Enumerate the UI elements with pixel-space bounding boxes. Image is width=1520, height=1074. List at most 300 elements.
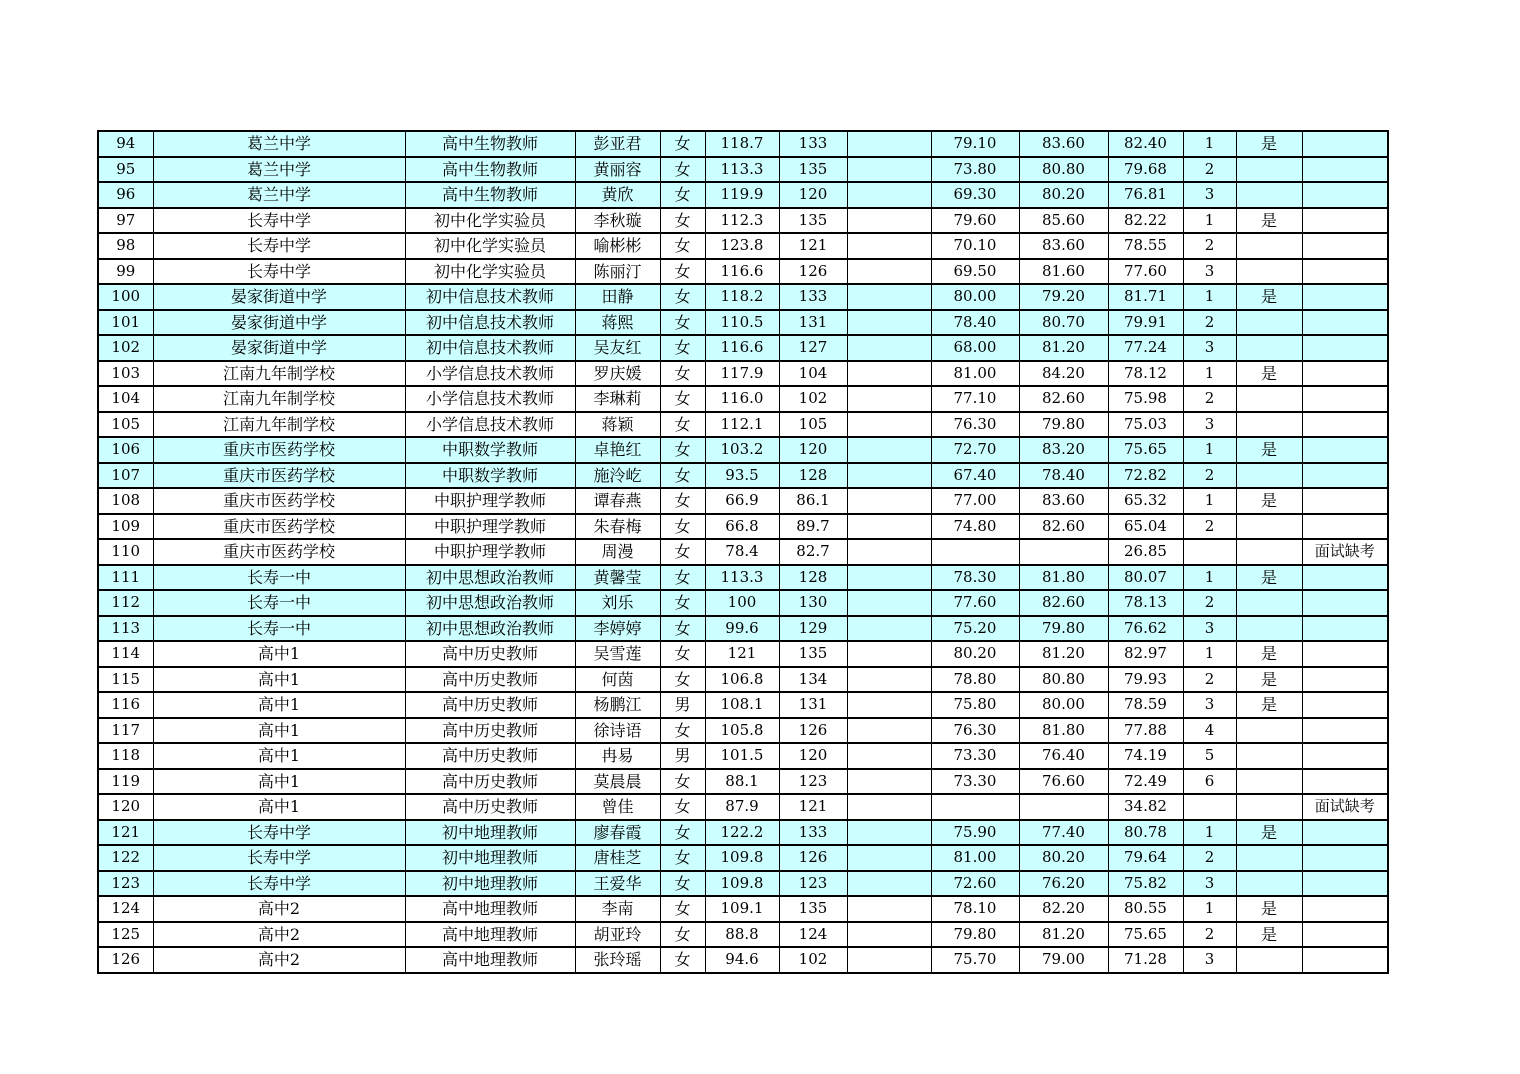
selected-cell: 是 [1236, 565, 1302, 591]
blank-cell [847, 922, 931, 948]
table-row [98, 769, 1388, 795]
written-score-cell: 93.5 [705, 463, 779, 489]
school-cell: 葛兰中学 [153, 131, 405, 157]
note-cell [1302, 641, 1388, 667]
position-cell: 初中思想政治教师 [405, 590, 575, 616]
test-score-cell: 121 [779, 794, 847, 820]
test-score-cell: 120 [779, 437, 847, 463]
interview-score-1-cell: 76.30 [931, 718, 1019, 744]
interview-score-1-cell: 72.70 [931, 437, 1019, 463]
name-cell: 彭亚君 [575, 131, 660, 157]
school-cell: 重庆市医药学校 [153, 463, 405, 489]
total-score-cell: 79.68 [1108, 157, 1183, 183]
blank-cell [847, 463, 931, 489]
note-cell [1302, 335, 1388, 361]
interview-score-2-cell: 80.20 [1019, 845, 1108, 871]
interview-score-1-cell: 78.80 [931, 667, 1019, 693]
total-score-cell: 82.97 [1108, 641, 1183, 667]
name-cell: 杨鹏江 [575, 692, 660, 718]
written-score-cell: 122.2 [705, 820, 779, 846]
school-cell: 长寿一中 [153, 565, 405, 591]
written-score-cell: 116.6 [705, 259, 779, 285]
selected-cell: 是 [1236, 667, 1302, 693]
test-score-cell: 120 [779, 182, 847, 208]
blank-cell [847, 590, 931, 616]
written-score-cell: 119.9 [705, 182, 779, 208]
row-number-cell: 105 [98, 412, 153, 438]
selected-cell [1236, 718, 1302, 744]
note-cell [1302, 667, 1388, 693]
test-score-cell: 130 [779, 590, 847, 616]
name-cell: 王爱华 [575, 871, 660, 897]
table-row [98, 539, 1388, 565]
row-number-cell: 108 [98, 488, 153, 514]
school-cell: 高中1 [153, 692, 405, 718]
test-score-cell: 120 [779, 743, 847, 769]
rank-cell: 3 [1183, 412, 1236, 438]
sex-cell: 女 [660, 896, 705, 922]
school-cell: 高中1 [153, 641, 405, 667]
row-number-cell: 114 [98, 641, 153, 667]
table-row [98, 131, 1388, 157]
blank-cell [847, 871, 931, 897]
selected-cell [1236, 259, 1302, 285]
sex-cell: 女 [660, 769, 705, 795]
school-cell: 长寿中学 [153, 208, 405, 234]
school-cell: 高中1 [153, 718, 405, 744]
written-score-cell: 112.1 [705, 412, 779, 438]
rank-cell: 1 [1183, 565, 1236, 591]
school-cell: 江南九年制学校 [153, 361, 405, 387]
written-score-cell: 116.0 [705, 386, 779, 412]
name-cell: 吴雪莲 [575, 641, 660, 667]
name-cell: 莫晨晨 [575, 769, 660, 795]
written-score-cell: 113.3 [705, 157, 779, 183]
row-number-cell: 121 [98, 820, 153, 846]
position-cell: 中职护理学教师 [405, 539, 575, 565]
note-cell [1302, 361, 1388, 387]
note-cell: 面试缺考 [1302, 794, 1388, 820]
interview-score-2-cell: 81.20 [1019, 922, 1108, 948]
row-number-cell: 102 [98, 335, 153, 361]
school-cell: 晏家街道中学 [153, 310, 405, 336]
row-number-cell: 94 [98, 131, 153, 157]
total-score-cell: 80.55 [1108, 896, 1183, 922]
school-cell: 长寿一中 [153, 616, 405, 642]
rank-cell: 2 [1183, 667, 1236, 693]
selected-cell [1236, 182, 1302, 208]
interview-score-1-cell [931, 539, 1019, 565]
total-score-cell: 72.82 [1108, 463, 1183, 489]
test-score-cell: 105 [779, 412, 847, 438]
total-score-cell: 78.59 [1108, 692, 1183, 718]
selected-cell [1236, 794, 1302, 820]
test-score-cell: 123 [779, 871, 847, 897]
written-score-cell: 94.6 [705, 947, 779, 973]
written-score-cell: 110.5 [705, 310, 779, 336]
name-cell: 蒋熙 [575, 310, 660, 336]
row-number-cell: 119 [98, 769, 153, 795]
interview-score-2-cell: 83.20 [1019, 437, 1108, 463]
interview-score-1-cell: 72.60 [931, 871, 1019, 897]
interview-score-1-cell [931, 794, 1019, 820]
selected-cell [1236, 769, 1302, 795]
rank-cell: 6 [1183, 769, 1236, 795]
row-number-cell: 104 [98, 386, 153, 412]
interview-score-2-cell [1019, 794, 1108, 820]
school-cell: 长寿中学 [153, 233, 405, 259]
test-score-cell: 129 [779, 616, 847, 642]
position-cell: 高中生物教师 [405, 131, 575, 157]
total-score-cell: 76.81 [1108, 182, 1183, 208]
interview-score-2-cell: 77.40 [1019, 820, 1108, 846]
rank-cell: 2 [1183, 514, 1236, 540]
rank-cell: 3 [1183, 947, 1236, 973]
interview-score-1-cell: 81.00 [931, 845, 1019, 871]
interview-score-2-cell: 80.70 [1019, 310, 1108, 336]
selected-cell [1236, 871, 1302, 897]
written-score-cell: 66.9 [705, 488, 779, 514]
school-cell: 长寿中学 [153, 820, 405, 846]
total-score-cell: 75.65 [1108, 437, 1183, 463]
position-cell: 初中化学实验员 [405, 233, 575, 259]
test-score-cell: 131 [779, 310, 847, 336]
rank-cell: 4 [1183, 718, 1236, 744]
interview-score-1-cell: 73.30 [931, 743, 1019, 769]
rank-cell: 2 [1183, 157, 1236, 183]
interview-score-2-cell: 83.60 [1019, 488, 1108, 514]
blank-cell [847, 718, 931, 744]
written-score-cell: 116.6 [705, 335, 779, 361]
total-score-cell: 79.64 [1108, 845, 1183, 871]
blank-cell [847, 310, 931, 336]
selected-cell [1236, 157, 1302, 183]
name-cell: 谭春燕 [575, 488, 660, 514]
sex-cell: 女 [660, 616, 705, 642]
table-row [98, 386, 1388, 412]
note-cell [1302, 820, 1388, 846]
selected-cell: 是 [1236, 488, 1302, 514]
name-cell: 施泠屹 [575, 463, 660, 489]
table-row [98, 794, 1388, 820]
school-cell: 晏家街道中学 [153, 284, 405, 310]
interview-score-2-cell: 82.60 [1019, 386, 1108, 412]
sex-cell: 女 [660, 845, 705, 871]
interview-score-2-cell: 81.60 [1019, 259, 1108, 285]
interview-score-1-cell: 68.00 [931, 335, 1019, 361]
total-score-cell: 75.65 [1108, 922, 1183, 948]
test-score-cell: 133 [779, 284, 847, 310]
table-row [98, 692, 1388, 718]
written-score-cell: 109.8 [705, 871, 779, 897]
test-score-cell: 133 [779, 131, 847, 157]
table-row [98, 310, 1388, 336]
position-cell: 高中地理教师 [405, 896, 575, 922]
blank-cell [847, 208, 931, 234]
total-score-cell: 26.85 [1108, 539, 1183, 565]
test-score-cell: 104 [779, 361, 847, 387]
position-cell: 高中历史教师 [405, 641, 575, 667]
school-cell: 重庆市医药学校 [153, 488, 405, 514]
selected-cell: 是 [1236, 361, 1302, 387]
selected-cell: 是 [1236, 437, 1302, 463]
selected-cell: 是 [1236, 131, 1302, 157]
school-cell: 长寿中学 [153, 259, 405, 285]
total-score-cell: 76.62 [1108, 616, 1183, 642]
rank-cell [1183, 539, 1236, 565]
name-cell: 唐桂芝 [575, 845, 660, 871]
interview-score-1-cell: 77.10 [931, 386, 1019, 412]
sex-cell: 女 [660, 667, 705, 693]
selected-cell [1236, 616, 1302, 642]
name-cell: 李婷婷 [575, 616, 660, 642]
interview-score-1-cell: 73.80 [931, 157, 1019, 183]
written-score-cell: 108.1 [705, 692, 779, 718]
interview-score-1-cell: 78.40 [931, 310, 1019, 336]
note-cell [1302, 922, 1388, 948]
note-cell: 面试缺考 [1302, 539, 1388, 565]
name-cell: 黄欣 [575, 182, 660, 208]
blank-cell [847, 233, 931, 259]
written-score-cell: 123.8 [705, 233, 779, 259]
interview-score-1-cell: 79.80 [931, 922, 1019, 948]
name-cell: 李琳莉 [575, 386, 660, 412]
interview-score-1-cell: 73.30 [931, 769, 1019, 795]
position-cell: 高中历史教师 [405, 718, 575, 744]
note-cell [1302, 769, 1388, 795]
interview-score-1-cell: 76.30 [931, 412, 1019, 438]
test-score-cell: 128 [779, 565, 847, 591]
school-cell: 高中1 [153, 769, 405, 795]
selected-cell [1236, 590, 1302, 616]
name-cell: 周漫 [575, 539, 660, 565]
total-score-cell: 75.82 [1108, 871, 1183, 897]
table-row [98, 182, 1388, 208]
row-number-cell: 109 [98, 514, 153, 540]
note-cell [1302, 514, 1388, 540]
position-cell: 高中历史教师 [405, 743, 575, 769]
sex-cell: 女 [660, 310, 705, 336]
name-cell: 曾佳 [575, 794, 660, 820]
name-cell: 黄馨莹 [575, 565, 660, 591]
written-score-cell: 109.8 [705, 845, 779, 871]
selected-cell [1236, 386, 1302, 412]
name-cell: 张玲瑶 [575, 947, 660, 973]
row-number-cell: 101 [98, 310, 153, 336]
rank-cell: 2 [1183, 233, 1236, 259]
position-cell: 初中信息技术教师 [405, 310, 575, 336]
sex-cell: 女 [660, 947, 705, 973]
name-cell: 何茵 [575, 667, 660, 693]
interview-score-2-cell: 79.00 [1019, 947, 1108, 973]
name-cell: 胡亚玲 [575, 922, 660, 948]
total-score-cell: 65.04 [1108, 514, 1183, 540]
name-cell: 黄丽容 [575, 157, 660, 183]
name-cell: 李南 [575, 896, 660, 922]
blank-cell [847, 667, 931, 693]
sex-cell: 女 [660, 208, 705, 234]
test-score-cell: 134 [779, 667, 847, 693]
table-row [98, 361, 1388, 387]
written-score-cell: 99.6 [705, 616, 779, 642]
note-cell [1302, 131, 1388, 157]
blank-cell [847, 131, 931, 157]
selected-cell: 是 [1236, 208, 1302, 234]
name-cell: 卓艳红 [575, 437, 660, 463]
interview-score-1-cell: 74.80 [931, 514, 1019, 540]
written-score-cell: 105.8 [705, 718, 779, 744]
interview-score-1-cell: 79.60 [931, 208, 1019, 234]
interview-score-2-cell: 83.60 [1019, 131, 1108, 157]
selected-cell [1236, 947, 1302, 973]
selected-cell: 是 [1236, 896, 1302, 922]
sex-cell: 女 [660, 718, 705, 744]
note-cell [1302, 565, 1388, 591]
table-row [98, 259, 1388, 285]
blank-cell [847, 412, 931, 438]
written-score-cell: 109.1 [705, 896, 779, 922]
note-cell [1302, 845, 1388, 871]
selected-cell [1236, 845, 1302, 871]
selected-cell: 是 [1236, 284, 1302, 310]
position-cell: 小学信息技术教师 [405, 361, 575, 387]
sex-cell: 女 [660, 259, 705, 285]
test-score-cell: 135 [779, 896, 847, 922]
name-cell: 朱春梅 [575, 514, 660, 540]
interview-score-1-cell: 80.20 [931, 641, 1019, 667]
interview-score-1-cell: 80.00 [931, 284, 1019, 310]
sex-cell: 女 [660, 539, 705, 565]
position-cell: 高中历史教师 [405, 794, 575, 820]
sex-cell: 女 [660, 565, 705, 591]
note-cell [1302, 463, 1388, 489]
row-number-cell: 107 [98, 463, 153, 489]
rank-cell: 3 [1183, 871, 1236, 897]
blank-cell [847, 514, 931, 540]
rank-cell: 3 [1183, 259, 1236, 285]
table-row [98, 922, 1388, 948]
selected-cell [1236, 539, 1302, 565]
sex-cell: 女 [660, 233, 705, 259]
blank-cell [847, 845, 931, 871]
blank-cell [847, 259, 931, 285]
results-table [97, 130, 1389, 974]
position-cell: 中职护理学教师 [405, 514, 575, 540]
rank-cell: 5 [1183, 743, 1236, 769]
total-score-cell: 34.82 [1108, 794, 1183, 820]
rank-cell: 2 [1183, 386, 1236, 412]
position-cell: 初中地理教师 [405, 845, 575, 871]
name-cell: 喻彬彬 [575, 233, 660, 259]
position-cell: 高中历史教师 [405, 692, 575, 718]
note-cell [1302, 259, 1388, 285]
interview-score-2-cell: 79.80 [1019, 616, 1108, 642]
selected-cell: 是 [1236, 922, 1302, 948]
name-cell: 吴友红 [575, 335, 660, 361]
interview-score-1-cell: 78.10 [931, 896, 1019, 922]
test-score-cell: 123 [779, 769, 847, 795]
position-cell: 高中生物教师 [405, 182, 575, 208]
row-number-cell: 110 [98, 539, 153, 565]
table-row [98, 743, 1388, 769]
sex-cell: 男 [660, 692, 705, 718]
sex-cell: 女 [660, 157, 705, 183]
note-cell [1302, 233, 1388, 259]
rank-cell: 3 [1183, 692, 1236, 718]
interview-score-1-cell: 77.00 [931, 488, 1019, 514]
rank-cell: 2 [1183, 463, 1236, 489]
row-number-cell: 97 [98, 208, 153, 234]
school-cell: 葛兰中学 [153, 157, 405, 183]
total-score-cell: 79.91 [1108, 310, 1183, 336]
row-number-cell: 95 [98, 157, 153, 183]
note-cell [1302, 488, 1388, 514]
interview-score-2-cell: 82.60 [1019, 514, 1108, 540]
written-score-cell: 66.8 [705, 514, 779, 540]
row-number-cell: 125 [98, 922, 153, 948]
blank-cell [847, 386, 931, 412]
sex-cell: 女 [660, 590, 705, 616]
school-cell: 高中1 [153, 794, 405, 820]
rank-cell: 2 [1183, 845, 1236, 871]
interview-score-1-cell: 78.30 [931, 565, 1019, 591]
blank-cell [847, 157, 931, 183]
total-score-cell: 80.07 [1108, 565, 1183, 591]
total-score-cell: 78.55 [1108, 233, 1183, 259]
rank-cell: 3 [1183, 616, 1236, 642]
name-cell: 李秋璇 [575, 208, 660, 234]
table-row [98, 616, 1388, 642]
position-cell: 中职数学教师 [405, 463, 575, 489]
table-row [98, 284, 1388, 310]
interview-score-1-cell: 67.40 [931, 463, 1019, 489]
table-row [98, 947, 1388, 973]
row-number-cell: 111 [98, 565, 153, 591]
note-cell [1302, 412, 1388, 438]
total-score-cell: 80.78 [1108, 820, 1183, 846]
row-number-cell: 106 [98, 437, 153, 463]
name-cell: 罗庆媛 [575, 361, 660, 387]
selected-cell [1236, 412, 1302, 438]
rank-cell: 2 [1183, 590, 1236, 616]
school-cell: 高中1 [153, 743, 405, 769]
table-row [98, 463, 1388, 489]
position-cell: 初中地理教师 [405, 820, 575, 846]
table-row [98, 335, 1388, 361]
blank-cell [847, 896, 931, 922]
total-score-cell: 75.03 [1108, 412, 1183, 438]
sex-cell: 女 [660, 922, 705, 948]
selected-cell [1236, 335, 1302, 361]
test-score-cell: 135 [779, 208, 847, 234]
interview-score-2-cell: 79.20 [1019, 284, 1108, 310]
blank-cell [847, 769, 931, 795]
written-score-cell: 101.5 [705, 743, 779, 769]
sex-cell: 女 [660, 182, 705, 208]
written-score-cell: 103.2 [705, 437, 779, 463]
note-cell [1302, 616, 1388, 642]
rank-cell: 1 [1183, 284, 1236, 310]
interview-score-1-cell: 75.90 [931, 820, 1019, 846]
rank-cell [1183, 794, 1236, 820]
blank-cell [847, 335, 931, 361]
note-cell [1302, 437, 1388, 463]
school-cell: 高中2 [153, 922, 405, 948]
table-row [98, 437, 1388, 463]
total-score-cell: 71.28 [1108, 947, 1183, 973]
blank-cell [847, 692, 931, 718]
blank-cell [847, 743, 931, 769]
